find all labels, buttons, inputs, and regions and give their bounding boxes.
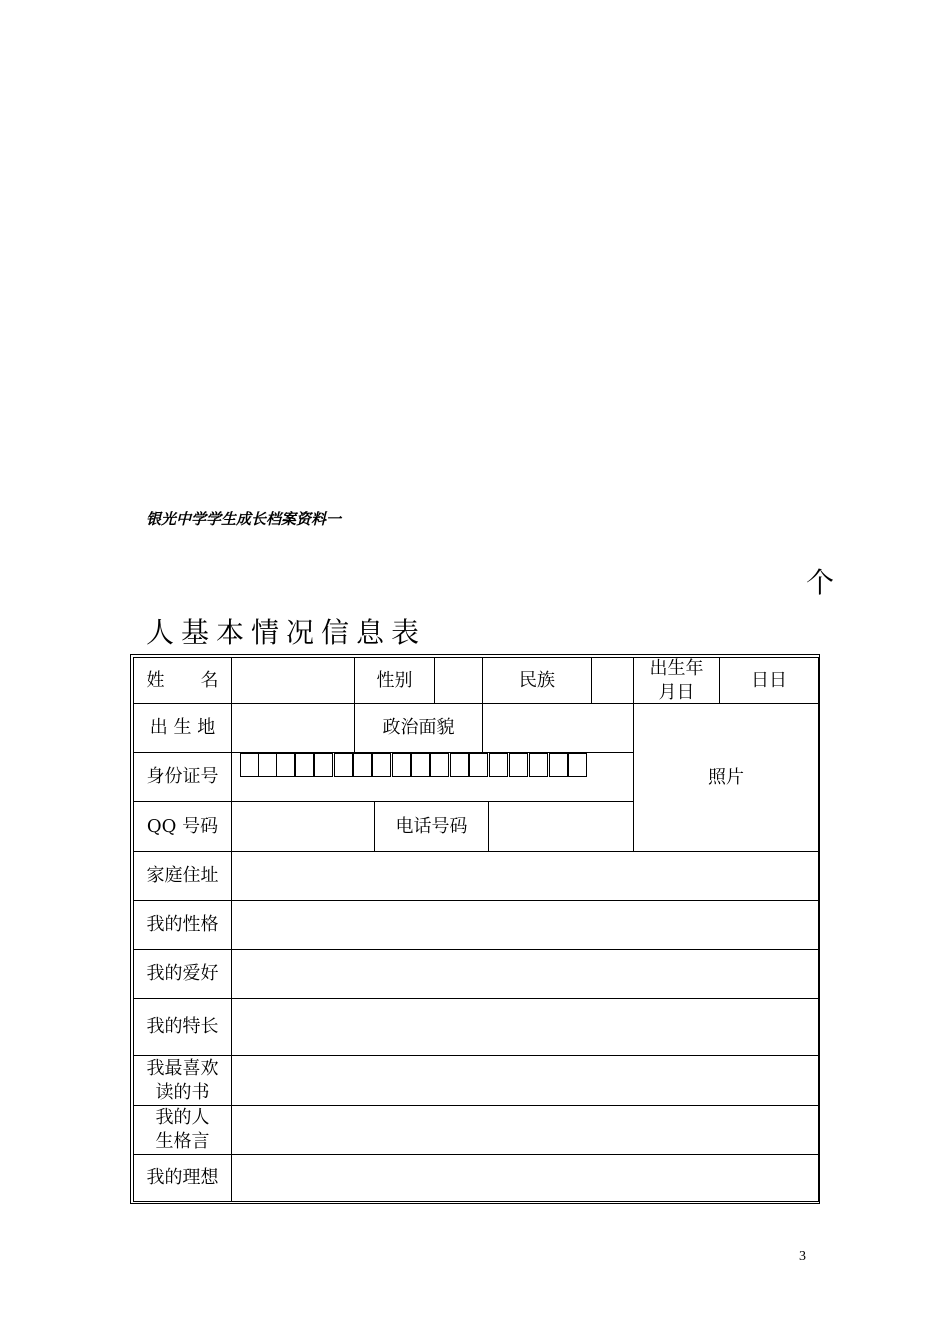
talent-label: 我的特长 — [146, 1016, 219, 1037]
favorite-book-label: 我最喜欢读的书 — [146, 1057, 219, 1103]
motto-field[interactable] — [232, 1106, 818, 1154]
political-status-field[interactable] — [483, 704, 633, 752]
qq-field[interactable] — [232, 802, 374, 851]
id-digit-box[interactable] — [334, 753, 353, 777]
id-digit-box[interactable] — [258, 753, 277, 777]
title-fragment-1: 个 — [806, 566, 835, 599]
hobby-field[interactable] — [232, 950, 818, 998]
id-digit-box[interactable] — [372, 753, 391, 777]
birthplace-label: 出 生 地 — [149, 717, 216, 738]
phone-field[interactable] — [489, 802, 633, 851]
photo-placeholder[interactable]: 照片 — [708, 766, 744, 788]
name-field[interactable] — [232, 658, 354, 703]
address-label: 家庭住址 — [146, 865, 219, 886]
personality-label: 我的性格 — [146, 914, 219, 935]
table-border-right — [818, 657, 819, 1202]
political-status-label: 政治面貌 — [382, 717, 455, 738]
title-fragment-2: 人基本情况信息表 — [146, 616, 427, 649]
ideal-label: 我的理想 — [146, 1167, 219, 1188]
id-digit-box[interactable] — [276, 753, 295, 777]
hobby-label: 我的爱好 — [146, 963, 219, 984]
birthplace-field[interactable] — [232, 704, 354, 752]
gender-label: 性别 — [376, 669, 413, 691]
ethnicity-label: 民族 — [519, 669, 555, 691]
gender-field[interactable] — [435, 658, 482, 703]
id-digit-box[interactable] — [469, 753, 488, 777]
talent-field[interactable] — [232, 999, 818, 1055]
page-number: 3 — [799, 1249, 806, 1264]
id-digit-box[interactable] — [529, 753, 548, 777]
qq-label: QQ 号码 — [146, 815, 219, 837]
id-digit-box[interactable] — [295, 753, 314, 777]
table-border-bottom — [133, 1201, 819, 1202]
phone-label: 电话号码 — [395, 815, 468, 837]
id-digit-box[interactable] — [430, 753, 449, 777]
id-digit-box[interactable] — [450, 753, 469, 777]
motto-label: 我的人生格言 — [155, 1107, 210, 1152]
id-digit-box[interactable] — [509, 753, 528, 777]
birthdate-field[interactable]: 日日 — [751, 669, 787, 691]
id-digit-box[interactable] — [411, 753, 430, 777]
id-digit-box[interactable] — [489, 753, 508, 777]
personality-field[interactable] — [232, 901, 818, 949]
id-digit-box[interactable] — [549, 753, 568, 777]
id-digit-box[interactable] — [392, 753, 411, 777]
id-number-label: 身份证号 — [146, 766, 219, 787]
name-label: 姓 名 — [146, 669, 219, 691]
document-header: 银光中学学生成长档案资料一 — [146, 510, 342, 528]
address-field[interactable] — [232, 852, 818, 900]
favorite-book-field[interactable] — [232, 1056, 818, 1105]
id-digit-box[interactable] — [353, 753, 372, 777]
id-digit-box[interactable] — [568, 753, 587, 777]
id-digit-box[interactable] — [314, 753, 333, 777]
ethnicity-field[interactable] — [592, 658, 633, 703]
birthdate-label: 出生年月日 — [649, 657, 704, 703]
id-digit-box[interactable] — [240, 753, 259, 777]
ideal-field[interactable] — [232, 1155, 818, 1201]
